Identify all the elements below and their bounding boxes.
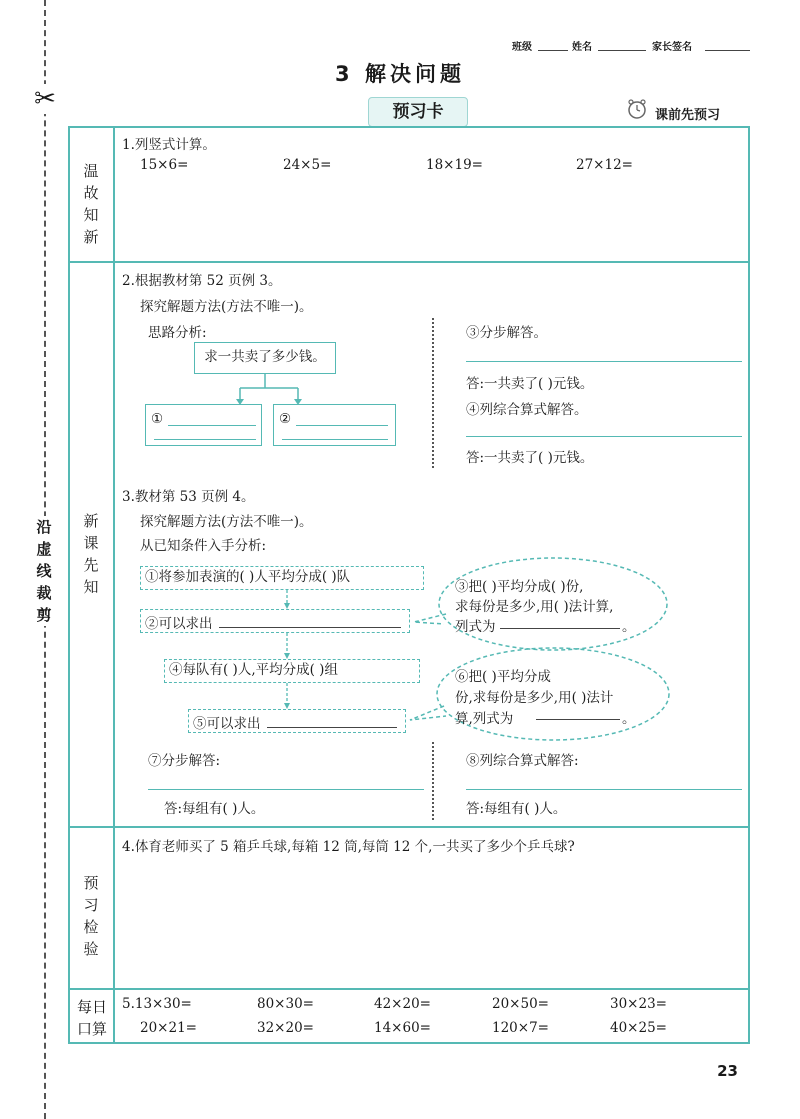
q2-step1-mark: ① [151, 411, 164, 427]
q3-step6-line-c: 算,列式为 [455, 711, 514, 727]
q1-item-3: 18×19= [426, 157, 483, 173]
q3-step3-line-a: ③把( )平均分成( )份, [455, 579, 584, 595]
q5-row2-item-3: 14×60= [374, 1020, 431, 1036]
q3-step7-answer-line[interactable] [148, 789, 424, 790]
q3-step4-box: ④每队有( )人,平均分成( )组 [164, 659, 420, 683]
q5-row1-item-3: 42×20= [374, 996, 431, 1012]
q1-title: 1.列竖式计算。 [122, 137, 216, 153]
q3-step3-line-b: 求每份是多少,用( )法计算, [455, 599, 614, 615]
q2-answer-2: 答:一共卖了( )元钱。 [466, 450, 594, 466]
q5-row2-item-5: 40×25= [610, 1020, 667, 1036]
section-new-label: 新课先知 [83, 512, 99, 596]
q2-analysis-label: 思路分析: [148, 325, 207, 341]
q3-step6-period: 。 [622, 711, 636, 727]
scissors-icon: ✂ [34, 84, 56, 114]
q3-step2-text: ②可以求出 [145, 616, 213, 632]
q3-start-label: 从已知条件入手分析: [140, 538, 267, 554]
q3-step3-period: 。 [622, 619, 636, 635]
section-review-label: 温故知新 [83, 162, 99, 246]
q1-item-2: 24×5= [283, 157, 332, 173]
class-field-label: 班级 [512, 42, 532, 53]
q2-step4: ④列综合算式解答。 [466, 402, 588, 418]
name-field-label: 姓名 [572, 42, 592, 53]
q2-title: 2.根据教材第 52 页例 3。 [122, 273, 282, 289]
q5-row2-item-1: 20×21= [140, 1020, 197, 1036]
q3-step6-line-a: ⑥把( )平均分成 [455, 669, 551, 685]
q1-item-4: 27×12= [576, 157, 633, 173]
q3-step3-line-c: 列式为 [455, 619, 496, 635]
q5-row1-item-2: 80×30= [257, 996, 314, 1012]
q4-text: 4.体育老师买了 5 箱乒乓球,每箱 12 筒,每筒 12 个,一共买了多少个乒乓球? [122, 839, 575, 855]
q3-step6-expression-line[interactable] [536, 719, 620, 720]
page-number: 23 [717, 1062, 738, 1080]
q2-goal-box: 求一共卖了多少钱。 [194, 342, 336, 374]
q1-item-1: 15×6= [140, 157, 189, 173]
q3-title: 3.教材第 53 页例 4。 [122, 489, 255, 505]
section-check-label: 预习检验 [83, 874, 99, 958]
q3-step5-text: ⑤可以求出 [193, 716, 261, 732]
q3-column-divider [432, 742, 434, 820]
q5-row2-item-4: 120×7= [492, 1020, 549, 1036]
q3-step3-expression-line[interactable] [500, 628, 620, 629]
preview-card-badge: 预习卡 [368, 97, 468, 127]
q3-answer-2: 答:每组有( )人。 [466, 801, 567, 817]
q3-method: 探究解题方法(方法不唯一)。 [140, 514, 313, 530]
parent-signature-label: 家长签名 [652, 42, 692, 53]
q2-step3: ③分步解答。 [466, 325, 547, 341]
q3-step8: ⑧列综合算式解答: [466, 753, 579, 769]
q3-step7: ⑦分步解答: [148, 753, 221, 769]
q3-answer-1: 答:每组有( )人。 [164, 801, 265, 817]
q3-step6-line-b: 份,求每份是多少,用( )法计 [455, 690, 614, 706]
section-daily-label: 每日口算 [76, 998, 107, 1038]
q3-step1-box: ①将参加表演的( )人平均分成( )队 [140, 566, 424, 590]
q5-row2-item-2: 32×20= [257, 1020, 314, 1036]
q2-answer-1: 答:一共卖了( )元钱。 [466, 376, 594, 392]
cut-label: 沿虚线裁剪 [32, 516, 56, 626]
q5-row1-item-5: 30×23= [610, 996, 667, 1012]
q2-method: 探究解题方法(方法不唯一)。 [140, 299, 313, 315]
q3-step8-answer-line[interactable] [466, 789, 742, 790]
q2-step2-mark: ② [279, 411, 292, 427]
q4-answer-area[interactable] [122, 858, 742, 982]
page-title: 3 解决问题 [335, 62, 465, 86]
q5-row1-item-1: 5.13×30= [122, 996, 192, 1012]
preview-tag: 课前先预习 [655, 108, 721, 123]
q5-row1-item-4: 20×50= [492, 996, 549, 1012]
